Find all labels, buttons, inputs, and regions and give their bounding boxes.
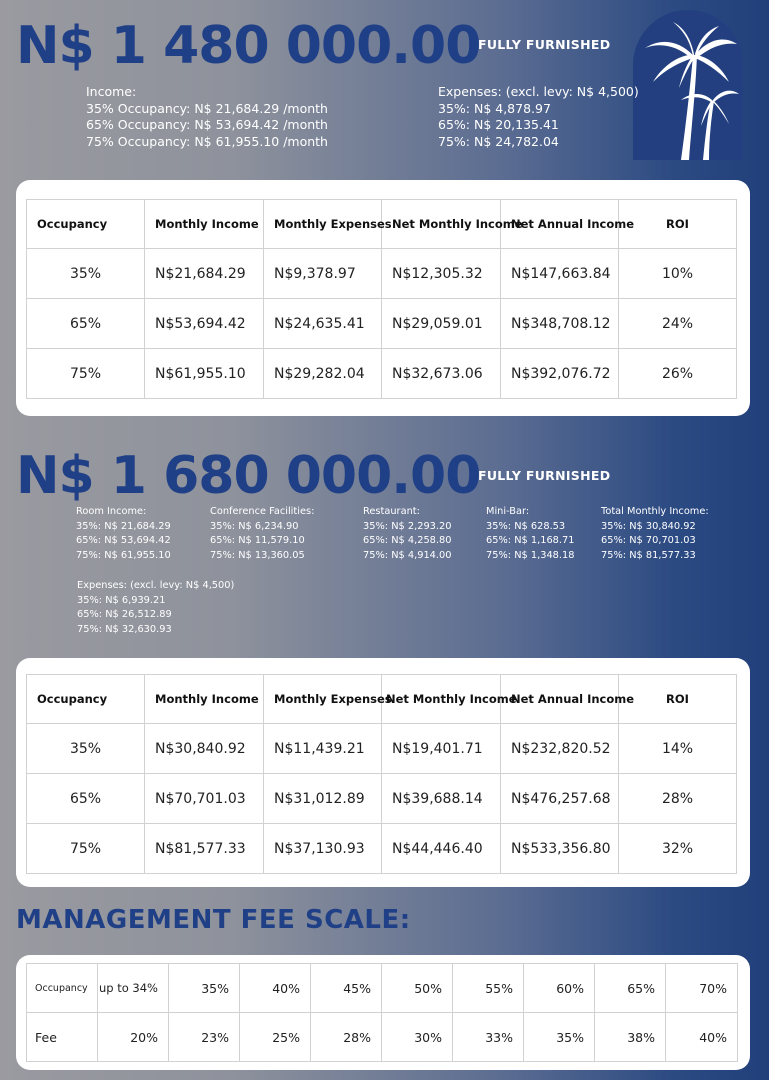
income-group-title: Mini-Bar: — [486, 506, 530, 517]
cell-monthly-income: N$21,684.29 — [145, 249, 264, 299]
table-row — [27, 724, 737, 774]
header-roi: ROI — [619, 675, 737, 724]
fee-occupancy-cell: 35% — [169, 964, 240, 1013]
income-group-line: 75%: N$ 13,360.05 — [210, 549, 305, 561]
fee-cell: 40% — [666, 1013, 738, 1062]
cell-net-annual-income: N$348,708.12 — [501, 299, 619, 349]
listing1-income-line: 75% Occupancy: N$ 61,955.10 /month — [86, 133, 328, 149]
cell-monthly-income: N$81,577.33 — [145, 824, 264, 874]
listing2-price: N$ 1 680 000.00 — [16, 446, 481, 506]
header-occupancy: Occupancy — [27, 675, 145, 724]
listing2-furnished: FULLY FURNISHED — [478, 468, 611, 483]
cell-net-monthly-income: N$39,688.14 — [382, 774, 501, 824]
fee-occupancy-label: Occupancy — [27, 964, 98, 1013]
cell-occupancy: 35% — [27, 724, 145, 774]
table-row — [27, 349, 737, 399]
header-occupancy: Occupancy — [27, 200, 145, 249]
cell-monthly-expenses: N$11,439.21 — [264, 724, 382, 774]
header-roi: ROI — [619, 200, 737, 249]
fee-row — [27, 1013, 738, 1062]
header-net-annual-income: Net Annual Income — [501, 675, 619, 724]
listing1-income-line: 35% Occupancy: N$ 21,684.29 /month — [86, 100, 328, 116]
management-fee-title: MANAGEMENT FEE SCALE: — [16, 905, 411, 935]
listing1-expenses-title: Expenses: (excl. levy: N$ 4,500) — [438, 84, 639, 99]
income-group-line: 65%: N$ 11,579.10 — [210, 535, 305, 546]
income-group-title: Room Income: — [76, 506, 147, 517]
cell-net-annual-income: N$147,663.84 — [501, 249, 619, 299]
table-row — [27, 824, 737, 874]
cell-roi: 32% — [619, 824, 737, 874]
header-net-monthly-income: Net Monthly Income — [382, 675, 501, 724]
income-group-line: 65%: N$ 70,701.03 — [601, 535, 696, 546]
fee-label: Fee — [27, 1013, 98, 1062]
fee-occupancy-cell: 55% — [453, 964, 524, 1013]
table-row — [27, 774, 737, 824]
income-group-line: 35%: N$ 21,684.29 — [76, 520, 171, 532]
table-row — [27, 299, 737, 349]
fee-occupancy-cell: 60% — [524, 964, 595, 1013]
fee-occupancy-cell: 40% — [240, 964, 311, 1013]
cell-monthly-income: N$61,955.10 — [145, 349, 264, 399]
cell-net-monthly-income: N$19,401.71 — [382, 724, 501, 774]
cell-monthly-expenses: N$29,282.04 — [264, 349, 382, 399]
income-group-line: 75%: N$ 81,577.33 — [601, 549, 696, 561]
listing2-total-income — [601, 505, 709, 563]
cell-net-monthly-income: N$29,059.01 — [382, 299, 501, 349]
cell-roi: 10% — [619, 249, 737, 299]
listing2-minibar-income — [486, 505, 575, 563]
listing1-income-line: 65% Occupancy: N$ 53,694.42 /month — [86, 117, 328, 132]
income-group-line: 35%: N$ 2,293.20 — [363, 520, 452, 532]
listing1-expenses-line: 65%: N$ 20,135.41 — [438, 117, 559, 132]
income-group-line: 65%: N$ 53,694.42 — [76, 535, 171, 546]
listing1-income-title: Income: — [86, 84, 137, 99]
cell-occupancy: 65% — [27, 774, 145, 824]
fee-occupancy-cell: 70% — [666, 964, 738, 1013]
cell-roi: 26% — [619, 349, 737, 399]
income-group-line: 35%: N$ 6,234.90 — [210, 520, 299, 532]
income-group-title: Total Monthly Income: — [601, 506, 709, 517]
listing1-roi-table — [26, 199, 737, 399]
listing2-expenses-title: Expenses: (excl. levy: N$ 4,500) — [77, 580, 235, 591]
cell-net-annual-income: N$476,257.68 — [501, 774, 619, 824]
income-group-line: 75%: N$ 1,348.18 — [486, 549, 575, 561]
header-monthly-income: Monthly Income — [145, 200, 264, 249]
listing2-expenses-block — [77, 579, 234, 637]
listing2-roi-table — [26, 674, 737, 874]
fee-cell: 33% — [453, 1013, 524, 1062]
listing1-furnished: FULLY FURNISHED — [478, 37, 611, 52]
cell-net-annual-income: N$533,356.80 — [501, 824, 619, 874]
fee-cell: 23% — [169, 1013, 240, 1062]
income-group-line: 65%: N$ 4,258.80 — [363, 535, 452, 546]
cell-net-annual-income: N$232,820.52 — [501, 724, 619, 774]
fee-occupancy-cell: 50% — [382, 964, 453, 1013]
cell-net-monthly-income: N$12,305.32 — [382, 249, 501, 299]
income-group-title: Restaurant: — [363, 506, 420, 517]
fee-cell: 30% — [382, 1013, 453, 1062]
income-group-line: 65%: N$ 1,168.71 — [486, 535, 575, 546]
fee-occupancy-cell: 65% — [595, 964, 666, 1013]
cell-monthly-expenses: N$24,635.41 — [264, 299, 382, 349]
listing1-price: N$ 1 480 000.00 — [16, 16, 481, 76]
income-group-line: 75%: N$ 4,914.00 — [363, 549, 452, 561]
header-net-annual-income: Net Annual Income — [501, 200, 619, 249]
listing2-room-income — [76, 505, 171, 563]
listing2-restaurant-income — [363, 505, 452, 563]
listing2-expenses-line: 35%: N$ 6,939.21 — [77, 594, 166, 606]
palm-logo — [633, 10, 743, 160]
header-monthly-income: Monthly Income — [145, 675, 264, 724]
cell-net-monthly-income: N$44,446.40 — [382, 824, 501, 874]
listing2-conference-income — [210, 505, 314, 563]
cell-monthly-income: N$30,840.92 — [145, 724, 264, 774]
cell-occupancy: 65% — [27, 299, 145, 349]
income-group-title: Conference Facilities: — [210, 506, 315, 517]
fee-occupancy-row — [27, 964, 738, 1013]
fee-cell: 38% — [595, 1013, 666, 1062]
listing1-expenses-line: 35%: N$ 4,878.97 — [438, 100, 551, 116]
cell-roi: 14% — [619, 724, 737, 774]
income-group-line: 75%: N$ 61,955.10 — [76, 549, 171, 561]
cell-monthly-income: N$53,694.42 — [145, 299, 264, 349]
income-group-line: 35%: N$ 628.53 — [486, 520, 566, 532]
cell-net-monthly-income: N$32,673.06 — [382, 349, 501, 399]
fee-occupancy-cell: 45% — [311, 964, 382, 1013]
listing2-expenses-line: 65%: N$ 26,512.89 — [77, 609, 172, 620]
cell-monthly-expenses: N$37,130.93 — [264, 824, 382, 874]
listing1-expenses-block — [438, 84, 639, 150]
header-monthly-expenses: Monthly Expenses — [264, 675, 382, 724]
income-group-line: 35%: N$ 30,840.92 — [601, 520, 696, 532]
table-header-row — [27, 200, 737, 249]
fee-occupancy-cell: up to 34% — [98, 964, 169, 1013]
cell-occupancy: 75% — [27, 349, 145, 399]
fee-cell: 25% — [240, 1013, 311, 1062]
listing1-expenses-line: 75%: N$ 24,782.04 — [438, 133, 559, 149]
cell-monthly-income: N$70,701.03 — [145, 774, 264, 824]
table-row — [27, 249, 737, 299]
cell-monthly-expenses: N$31,012.89 — [264, 774, 382, 824]
fee-cell: 20% — [98, 1013, 169, 1062]
fee-cell: 35% — [524, 1013, 595, 1062]
management-fee-table — [26, 963, 738, 1062]
cell-net-annual-income: N$392,076.72 — [501, 349, 619, 399]
cell-occupancy: 35% — [27, 249, 145, 299]
header-net-monthly-income: Net Monthly Income — [382, 200, 501, 249]
fee-cell: 28% — [311, 1013, 382, 1062]
header-monthly-expenses: Monthly Expenses — [264, 200, 382, 249]
listing2-expenses-line: 75%: N$ 32,630.93 — [77, 623, 172, 635]
cell-monthly-expenses: N$9,378.97 — [264, 249, 382, 299]
cell-occupancy: 75% — [27, 824, 145, 874]
cell-roi: 24% — [619, 299, 737, 349]
palm-tree-icon — [633, 10, 743, 160]
listing1-income-block — [86, 84, 328, 150]
table-header-row — [27, 675, 737, 724]
cell-roi: 28% — [619, 774, 737, 824]
